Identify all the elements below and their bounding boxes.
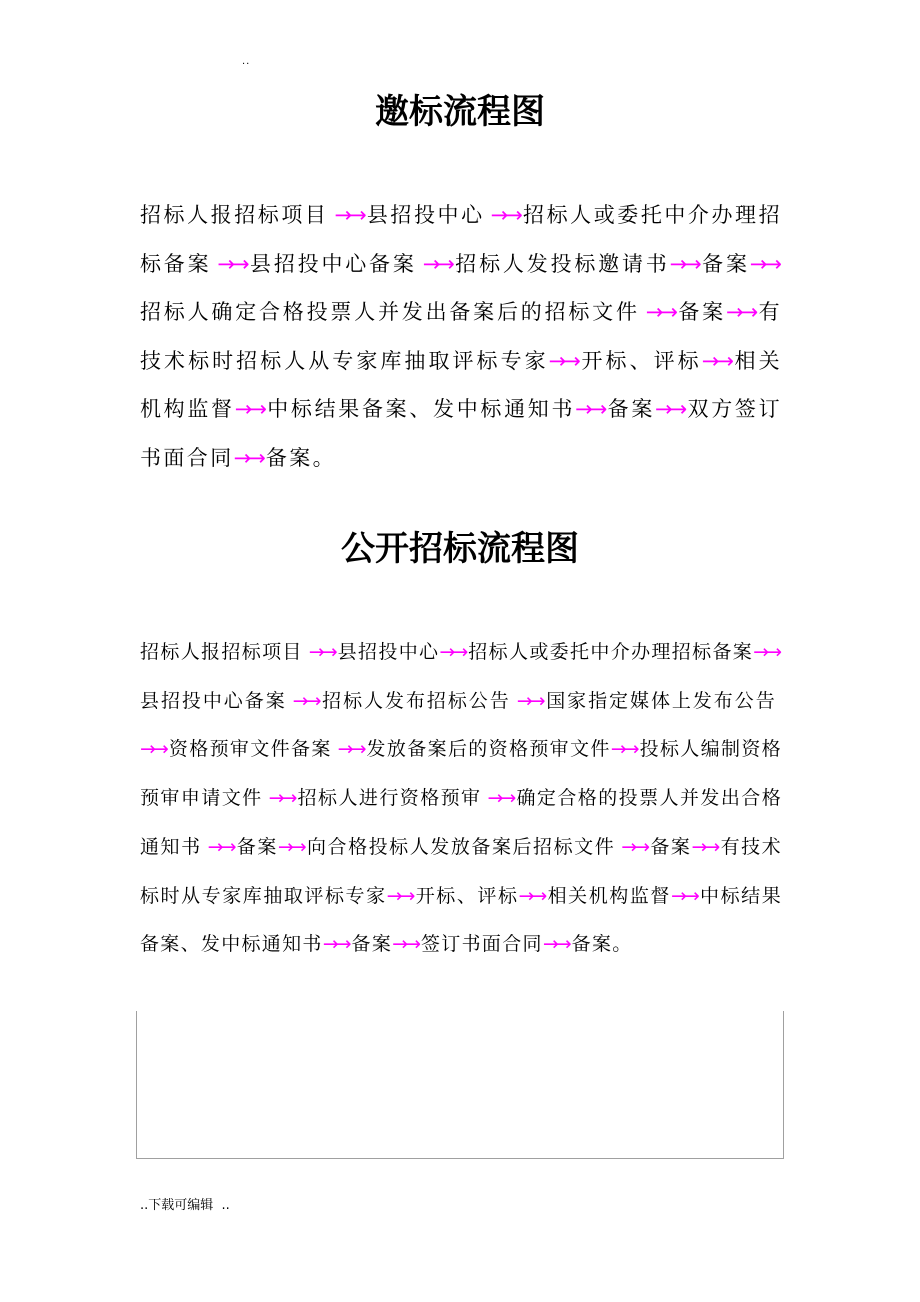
flow-step: 发放备案后的资格预审文件: [366, 738, 611, 761]
arrow-icon: →→: [490, 203, 520, 227]
flow-step: 投标人编制资格预审申请文件: [140, 738, 782, 810]
flow-step: 中标结果备案、发中标通知书: [140, 884, 782, 956]
flow-step: 县招投中心: [366, 203, 485, 227]
arrow-icon: →→: [268, 787, 295, 810]
arrow-icon: →→: [277, 835, 304, 858]
flow-step: 备案: [607, 397, 656, 421]
blank-frame: [136, 1011, 784, 1159]
arrow-icon: →→: [645, 300, 675, 324]
flow-step: 签订书面合同: [421, 933, 543, 956]
flow-step: 相关机构监督: [547, 884, 671, 907]
flow-step: 相关机构监督: [140, 348, 782, 421]
arrow-icon: →→: [610, 738, 637, 761]
footer-note: ..下载可编辑 ..: [140, 1198, 230, 1213]
flow-step: 备案: [701, 251, 750, 276]
flow-step: 招标人报招标项目: [140, 641, 303, 663]
flow-step: 备案: [351, 933, 393, 956]
arrow-icon: →→: [337, 738, 364, 761]
flow-step: 招标人发投标邀请书: [454, 251, 670, 276]
open-bid-title: 公开招标流程图: [341, 529, 579, 569]
arrow-icon: →→: [422, 251, 452, 276]
arrow-icon: →→: [575, 397, 605, 421]
flow-step: 招标人进行资格预审: [297, 787, 482, 810]
invite-bid-flow: [140, 191, 782, 482]
arrow-icon: →→: [308, 641, 335, 663]
flow-step: 招标人或委托中介办理招标备案: [140, 203, 783, 276]
arrow-icon: →→: [140, 738, 166, 761]
arrow-icon: →→: [725, 300, 756, 324]
flow-step: 开标、评标: [580, 348, 702, 373]
open-bid-flow: [140, 628, 782, 969]
arrow-icon: →→: [392, 933, 418, 956]
flow-step: 备案: [677, 300, 726, 324]
arrow-icon: →→: [516, 689, 543, 712]
arrow-icon: →→: [542, 933, 569, 956]
arrow-icon: →→: [518, 884, 545, 907]
flow-step: 招标人发布招标公告: [321, 689, 511, 712]
arrow-icon: →→: [749, 251, 779, 276]
flow-step: 备案: [650, 835, 692, 858]
flow-step: 国家指定媒体上发布公告: [545, 689, 776, 712]
flow-step: 向合格投标人发放备案后招标文件: [306, 835, 616, 858]
arrow-icon: →→: [334, 203, 364, 227]
invite-bid-title: 邀标流程图: [375, 92, 545, 132]
arrow-icon: →→: [487, 787, 514, 810]
flow-step: 备案。: [265, 445, 337, 470]
flow-step: 县招投中心备案: [140, 689, 287, 712]
arrow-icon: →→: [234, 397, 264, 421]
flow-step: 中标结果备案、发中标通知书: [266, 397, 576, 421]
flow-step: 有技术标时招标人从专家库抽取评标专家: [140, 300, 782, 373]
arrow-icon: →→: [322, 933, 349, 956]
flow-step: 确定合格的投票人并发出合格通知书: [140, 787, 782, 858]
flow-step: 招标人或委托中介办理招标备案: [468, 641, 754, 663]
arrow-icon: →→: [621, 835, 648, 858]
flow-step: 招标人报招标项目: [140, 203, 329, 227]
arrow-icon: →→: [701, 348, 731, 373]
arrow-icon: →→: [439, 641, 466, 663]
flow-step: 双方签订书面合同: [140, 397, 782, 470]
arrow-icon: →→: [655, 397, 685, 421]
arrow-icon: →→: [386, 884, 413, 907]
flow-step: 备案: [236, 835, 278, 858]
arrow-icon: →→: [217, 251, 247, 276]
arrow-icon: →→: [292, 689, 319, 712]
arrow-icon: →→: [691, 835, 718, 858]
arrow-icon: →→: [753, 641, 779, 663]
flow-step: 备案。: [571, 933, 633, 956]
flow-step: 有技术标时从专家库抽取评标专家: [140, 835, 782, 907]
flow-step: 开标、评标: [415, 884, 519, 907]
header-mark: ..: [242, 56, 251, 67]
flow-step: 招标人确定合格投票人并发出备案后的招标文件: [140, 300, 640, 324]
flow-step: 县招投中心备案: [249, 251, 417, 276]
flow-step: 资格预审文件备案: [168, 738, 332, 761]
arrow-icon: →→: [233, 445, 263, 470]
arrow-icon: →→: [548, 348, 578, 373]
arrow-icon: →→: [207, 835, 234, 858]
arrow-icon: →→: [669, 251, 699, 276]
flow-step: 县招投中心: [337, 641, 440, 663]
arrow-icon: →→: [670, 884, 697, 907]
